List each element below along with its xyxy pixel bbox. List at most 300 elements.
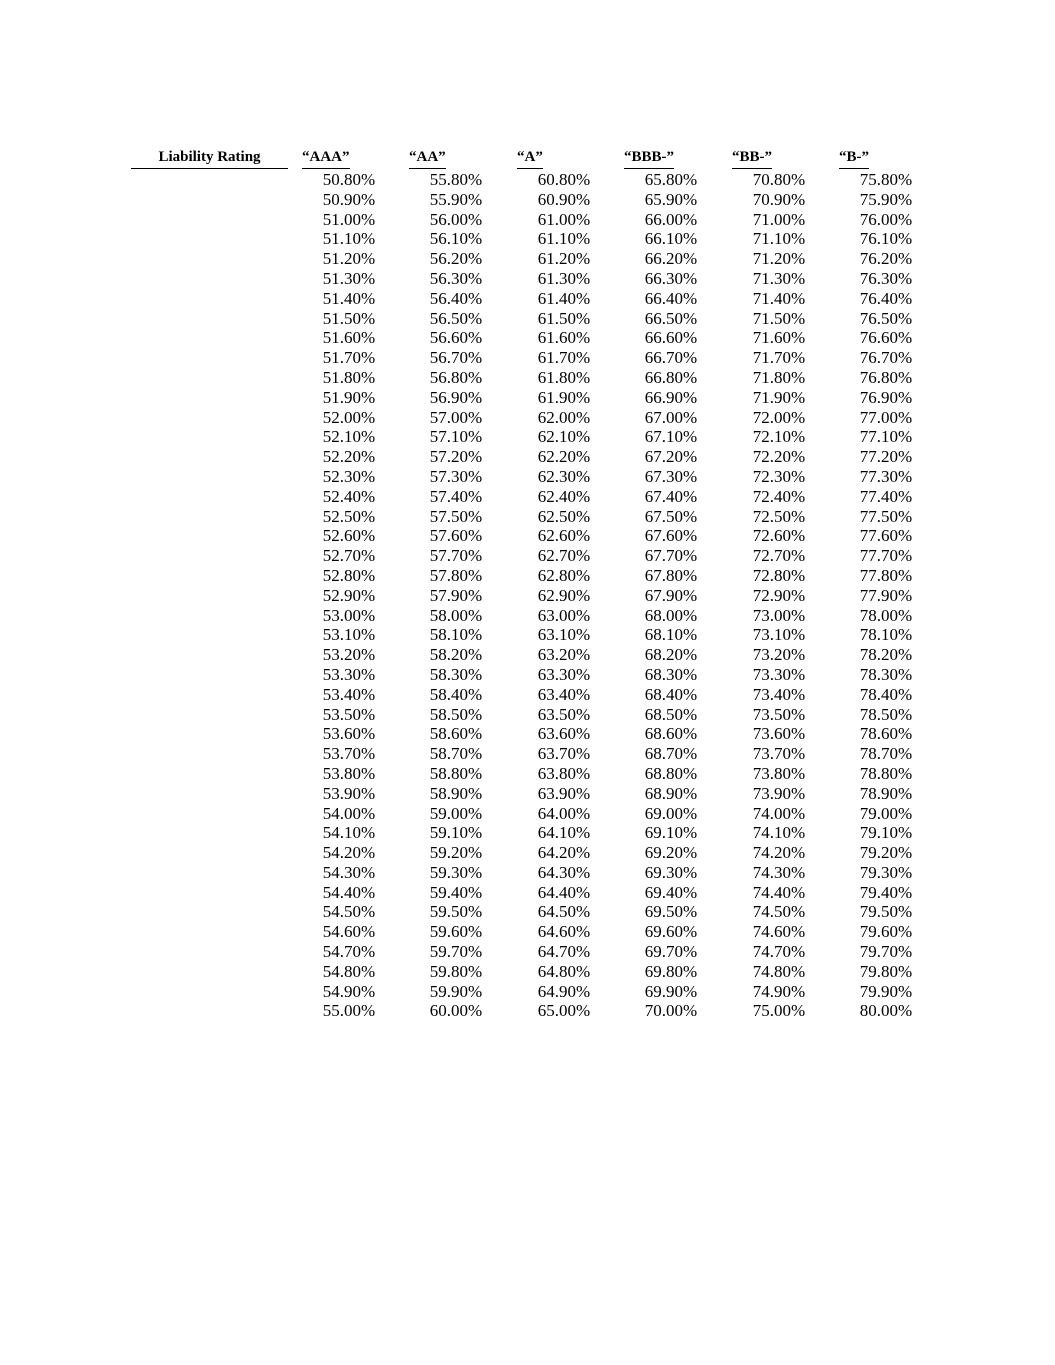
table-cell: 64.80% <box>537 961 591 981</box>
table-cell: 68.60% <box>644 724 698 744</box>
table-cell: 69.30% <box>644 862 698 882</box>
table-cell: 64.00% <box>537 803 591 823</box>
table-cell: 62.00% <box>537 407 591 427</box>
table-cell: 61.50% <box>537 308 591 328</box>
table-cell: 51.40% <box>322 288 376 308</box>
table-cell: 71.50% <box>752 308 806 328</box>
table-row <box>0 408 1055 428</box>
table-cell: 63.80% <box>537 763 591 783</box>
table-cell: 51.80% <box>322 367 376 387</box>
table-cell: 55.90% <box>429 189 483 209</box>
table-cell: 74.10% <box>752 823 806 843</box>
table-cell: 71.90% <box>752 387 806 407</box>
table-cell: 76.30% <box>859 268 913 288</box>
table-cell: 58.40% <box>429 684 483 704</box>
table-cell: 68.00% <box>644 605 698 625</box>
table-cell: 61.40% <box>537 288 591 308</box>
column-header-b-minus: “B-” <box>839 146 869 169</box>
table-cell: 79.70% <box>859 942 913 962</box>
table-cell: 78.50% <box>859 704 913 724</box>
table-cell: 72.30% <box>752 466 806 486</box>
table-cell: 62.60% <box>537 526 591 546</box>
table-cell: 53.60% <box>322 724 376 744</box>
table-cell: 77.10% <box>859 427 913 447</box>
table-cell: 67.30% <box>644 466 698 486</box>
table-cell: 73.50% <box>752 704 806 724</box>
table-row <box>0 170 1055 190</box>
table-cell: 63.50% <box>537 704 591 724</box>
table-cell: 72.70% <box>752 546 806 566</box>
table-cell: 54.10% <box>322 823 376 843</box>
table-cell: 71.80% <box>752 367 806 387</box>
table-cell: 52.00% <box>322 407 376 427</box>
table-cell: 51.70% <box>322 348 376 368</box>
table-cell: 58.60% <box>429 724 483 744</box>
table-cell: 58.10% <box>429 625 483 645</box>
table-cell: 68.10% <box>644 625 698 645</box>
table-cell: 72.50% <box>752 506 806 526</box>
table-cell: 79.10% <box>859 823 913 843</box>
table-cell: 52.80% <box>322 565 376 585</box>
table-cell: 74.80% <box>752 961 806 981</box>
table-cell: 55.00% <box>322 1001 376 1021</box>
table-cell: 54.40% <box>322 882 376 902</box>
table-cell: 67.40% <box>644 486 698 506</box>
table-cell: 53.00% <box>322 605 376 625</box>
table-cell: 61.00% <box>537 209 591 229</box>
table-cell: 69.50% <box>644 902 698 922</box>
table-cell: 77.90% <box>859 585 913 605</box>
table-cell: 75.90% <box>859 189 913 209</box>
table-cell: 72.20% <box>752 447 806 467</box>
table-cell: 59.40% <box>429 882 483 902</box>
table-row <box>0 269 1055 289</box>
table-cell: 53.50% <box>322 704 376 724</box>
table-cell: 55.80% <box>429 170 483 189</box>
table-row <box>0 645 1055 665</box>
table-cell: 52.40% <box>322 486 376 506</box>
table-cell: 74.90% <box>752 981 806 1001</box>
table-cell: 72.90% <box>752 585 806 605</box>
table-cell: 77.80% <box>859 565 913 585</box>
table-cell: 53.30% <box>322 664 376 684</box>
table-cell: 78.40% <box>859 684 913 704</box>
table-cell: 79.40% <box>859 882 913 902</box>
table-cell: 72.40% <box>752 486 806 506</box>
table-row <box>0 744 1055 764</box>
table-cell: 61.70% <box>537 348 591 368</box>
table-cell: 64.30% <box>537 862 591 882</box>
table-cell: 77.20% <box>859 447 913 467</box>
table-cell: 54.30% <box>322 862 376 882</box>
table-cell: 68.20% <box>644 645 698 665</box>
table-cell: 73.20% <box>752 645 806 665</box>
table-cell: 59.00% <box>429 803 483 823</box>
table-cell: 70.00% <box>644 1001 698 1021</box>
table-cell: 51.00% <box>322 209 376 229</box>
table-cell: 79.50% <box>859 902 913 922</box>
table-cell: 59.90% <box>429 981 483 1001</box>
table-cell: 53.90% <box>322 783 376 803</box>
table-cell: 57.10% <box>429 427 483 447</box>
table-row <box>0 922 1055 942</box>
table-cell: 76.10% <box>859 229 913 249</box>
table-cell: 78.90% <box>859 783 913 803</box>
table-row <box>0 902 1055 922</box>
table-row <box>0 863 1055 883</box>
table-row <box>0 368 1055 388</box>
table-cell: 57.70% <box>429 546 483 566</box>
table-cell: 51.30% <box>322 268 376 288</box>
table-row <box>0 467 1055 487</box>
table-cell: 54.50% <box>322 902 376 922</box>
table-cell: 72.60% <box>752 526 806 546</box>
table-cell: 80.00% <box>859 1001 913 1021</box>
table-cell: 66.30% <box>644 268 698 288</box>
table-cell: 65.80% <box>644 170 698 189</box>
table-cell: 53.40% <box>322 684 376 704</box>
table-row <box>0 685 1055 705</box>
table-cell: 79.90% <box>859 981 913 1001</box>
table-cell: 66.40% <box>644 288 698 308</box>
table-cell: 64.40% <box>537 882 591 902</box>
table-cell: 74.50% <box>752 902 806 922</box>
table-cell: 57.90% <box>429 585 483 605</box>
table-cell: 66.00% <box>644 209 698 229</box>
table-cell: 51.90% <box>322 387 376 407</box>
table-cell: 60.90% <box>537 189 591 209</box>
table-cell: 58.50% <box>429 704 483 724</box>
table-row <box>0 724 1055 744</box>
table-cell: 62.10% <box>537 427 591 447</box>
table-cell: 65.00% <box>537 1001 591 1021</box>
table-cell: 67.10% <box>644 427 698 447</box>
table-cell: 58.80% <box>429 763 483 783</box>
table-cell: 61.30% <box>537 268 591 288</box>
table-cell: 67.80% <box>644 565 698 585</box>
table-cell: 64.60% <box>537 922 591 942</box>
table-cell: 71.60% <box>752 328 806 348</box>
table-cell: 71.20% <box>752 249 806 269</box>
table-cell: 66.50% <box>644 308 698 328</box>
table-row <box>0 606 1055 626</box>
column-header-aaa: “AAA” <box>302 146 350 169</box>
table-cell: 72.80% <box>752 565 806 585</box>
table-cell: 73.80% <box>752 763 806 783</box>
table-cell: 76.40% <box>859 288 913 308</box>
table-cell: 65.90% <box>644 189 698 209</box>
table-row <box>0 843 1055 863</box>
table-cell: 52.30% <box>322 466 376 486</box>
table-cell: 70.80% <box>752 170 806 189</box>
table-cell: 62.40% <box>537 486 591 506</box>
table-row <box>0 427 1055 447</box>
table-cell: 62.30% <box>537 466 591 486</box>
table-cell: 66.80% <box>644 367 698 387</box>
table-cell: 59.60% <box>429 922 483 942</box>
table-cell: 69.80% <box>644 961 698 981</box>
table-cell: 57.60% <box>429 526 483 546</box>
table-cell: 54.90% <box>322 981 376 1001</box>
table-cell: 68.50% <box>644 704 698 724</box>
table-cell: 54.80% <box>322 961 376 981</box>
table-cell: 63.20% <box>537 645 591 665</box>
table-cell: 53.70% <box>322 744 376 764</box>
table-cell: 78.20% <box>859 645 913 665</box>
column-header-a: “A” <box>517 146 543 169</box>
table-cell: 68.30% <box>644 664 698 684</box>
table-cell: 51.20% <box>322 249 376 269</box>
table-row <box>0 625 1055 645</box>
table-row <box>0 586 1055 606</box>
table-cell: 62.50% <box>537 506 591 526</box>
table-cell: 50.80% <box>322 170 376 189</box>
table-cell: 54.20% <box>322 843 376 863</box>
table-row <box>0 526 1055 546</box>
table-row <box>0 784 1055 804</box>
table-cell: 56.70% <box>429 348 483 368</box>
table-row <box>0 348 1055 368</box>
table-cell: 52.70% <box>322 546 376 566</box>
table-cell: 75.00% <box>752 1001 806 1021</box>
table-cell: 58.70% <box>429 744 483 764</box>
table-cell: 61.80% <box>537 367 591 387</box>
table-row <box>0 546 1055 566</box>
table-cell: 57.20% <box>429 447 483 467</box>
table-cell: 63.30% <box>537 664 591 684</box>
table-cell: 58.30% <box>429 664 483 684</box>
table-cell: 78.80% <box>859 763 913 783</box>
table-cell: 56.00% <box>429 209 483 229</box>
table-cell: 68.90% <box>644 783 698 803</box>
table-cell: 69.90% <box>644 981 698 1001</box>
table-cell: 69.10% <box>644 823 698 843</box>
table-row <box>0 289 1055 309</box>
table-cell: 67.90% <box>644 585 698 605</box>
table-row <box>0 447 1055 467</box>
table-body <box>0 170 1055 1021</box>
table-cell: 77.50% <box>859 506 913 526</box>
table-cell: 67.50% <box>644 506 698 526</box>
table-cell: 54.60% <box>322 922 376 942</box>
table-cell: 69.40% <box>644 882 698 902</box>
table-cell: 79.20% <box>859 843 913 863</box>
table-row <box>0 309 1055 329</box>
table-cell: 77.30% <box>859 466 913 486</box>
table-cell: 64.90% <box>537 981 591 1001</box>
column-header-aa: “AA” <box>409 146 446 169</box>
table-cell: 73.70% <box>752 744 806 764</box>
column-header-bb-minus: “BB-” <box>732 146 772 169</box>
table-cell: 68.80% <box>644 763 698 783</box>
table-row <box>0 210 1055 230</box>
table-cell: 69.70% <box>644 942 698 962</box>
table-cell: 77.40% <box>859 486 913 506</box>
table-cell: 59.80% <box>429 961 483 981</box>
table-cell: 78.00% <box>859 605 913 625</box>
table-row <box>0 566 1055 586</box>
table-cell: 76.80% <box>859 367 913 387</box>
table-cell: 79.30% <box>859 862 913 882</box>
table-cell: 73.60% <box>752 724 806 744</box>
table-cell: 71.00% <box>752 209 806 229</box>
table-cell: 64.50% <box>537 902 591 922</box>
table-cell: 66.20% <box>644 249 698 269</box>
table-cell: 57.50% <box>429 506 483 526</box>
table-cell: 63.10% <box>537 625 591 645</box>
table-cell: 70.90% <box>752 189 806 209</box>
table-cell: 53.80% <box>322 763 376 783</box>
table-header-row <box>0 146 1055 170</box>
table-cell: 67.20% <box>644 447 698 467</box>
table-cell: 63.00% <box>537 605 591 625</box>
table-cell: 74.70% <box>752 942 806 962</box>
table-cell: 73.00% <box>752 605 806 625</box>
table-cell: 66.90% <box>644 387 698 407</box>
table-cell: 76.60% <box>859 328 913 348</box>
table-cell: 63.90% <box>537 783 591 803</box>
table-cell: 52.50% <box>322 506 376 526</box>
table-cell: 53.20% <box>322 645 376 665</box>
table-cell: 69.20% <box>644 843 698 863</box>
table-cell: 67.70% <box>644 546 698 566</box>
table-row <box>0 1001 1055 1021</box>
table-row <box>0 823 1055 843</box>
table-cell: 67.00% <box>644 407 698 427</box>
table-cell: 71.10% <box>752 229 806 249</box>
table-cell: 76.90% <box>859 387 913 407</box>
table-row <box>0 190 1055 210</box>
table-cell: 56.30% <box>429 268 483 288</box>
table-cell: 67.60% <box>644 526 698 546</box>
table-row <box>0 665 1055 685</box>
table-cell: 73.40% <box>752 684 806 704</box>
table-cell: 52.90% <box>322 585 376 605</box>
table-row <box>0 249 1055 269</box>
table-cell: 73.90% <box>752 783 806 803</box>
table-cell: 63.70% <box>537 744 591 764</box>
table-cell: 58.20% <box>429 645 483 665</box>
table-cell: 77.60% <box>859 526 913 546</box>
table-cell: 56.20% <box>429 249 483 269</box>
table-cell: 60.80% <box>537 170 591 189</box>
table-row <box>0 487 1055 507</box>
table-cell: 62.20% <box>537 447 591 467</box>
table-cell: 64.70% <box>537 942 591 962</box>
table-cell: 76.00% <box>859 209 913 229</box>
table-cell: 74.00% <box>752 803 806 823</box>
table-cell: 76.50% <box>859 308 913 328</box>
table-cell: 59.10% <box>429 823 483 843</box>
column-header-bbb-minus: “BBB-” <box>624 146 674 169</box>
table-cell: 56.40% <box>429 288 483 308</box>
table-cell: 52.60% <box>322 526 376 546</box>
table-cell: 74.30% <box>752 862 806 882</box>
table-cell: 74.20% <box>752 843 806 863</box>
table-cell: 53.10% <box>322 625 376 645</box>
table-cell: 56.10% <box>429 229 483 249</box>
table-cell: 61.60% <box>537 328 591 348</box>
table-cell: 52.10% <box>322 427 376 447</box>
table-cell: 68.40% <box>644 684 698 704</box>
table-cell: 71.40% <box>752 288 806 308</box>
table-cell: 56.90% <box>429 387 483 407</box>
table-row <box>0 804 1055 824</box>
table-cell: 56.80% <box>429 367 483 387</box>
table-cell: 51.50% <box>322 308 376 328</box>
table-cell: 73.10% <box>752 625 806 645</box>
table-cell: 77.70% <box>859 546 913 566</box>
table-cell: 76.20% <box>859 249 913 269</box>
table-cell: 51.60% <box>322 328 376 348</box>
table-cell: 57.30% <box>429 466 483 486</box>
table-cell: 50.90% <box>322 189 376 209</box>
column-header-liability-rating: Liability Rating <box>131 146 288 169</box>
table-cell: 63.40% <box>537 684 591 704</box>
table-cell: 54.70% <box>322 942 376 962</box>
table-cell: 69.00% <box>644 803 698 823</box>
table-cell: 51.10% <box>322 229 376 249</box>
table-cell: 79.60% <box>859 922 913 942</box>
table-cell: 71.70% <box>752 348 806 368</box>
table-cell: 66.10% <box>644 229 698 249</box>
table-cell: 74.40% <box>752 882 806 902</box>
table-cell: 72.00% <box>752 407 806 427</box>
table-row <box>0 328 1055 348</box>
table-row <box>0 507 1055 527</box>
table-cell: 57.40% <box>429 486 483 506</box>
table-cell: 77.00% <box>859 407 913 427</box>
table-cell: 69.60% <box>644 922 698 942</box>
table-cell: 56.60% <box>429 328 483 348</box>
table-row <box>0 705 1055 725</box>
table-cell: 59.50% <box>429 902 483 922</box>
table-cell: 59.70% <box>429 942 483 962</box>
table-cell: 56.50% <box>429 308 483 328</box>
table-cell: 74.60% <box>752 922 806 942</box>
table-row <box>0 229 1055 249</box>
table-cell: 58.00% <box>429 605 483 625</box>
table-cell: 61.90% <box>537 387 591 407</box>
table-row <box>0 942 1055 962</box>
table-cell: 72.10% <box>752 427 806 447</box>
table-cell: 64.20% <box>537 843 591 863</box>
table-cell: 78.70% <box>859 744 913 764</box>
table-row <box>0 982 1055 1002</box>
table-cell: 61.10% <box>537 229 591 249</box>
table-cell: 58.90% <box>429 783 483 803</box>
table-cell: 52.20% <box>322 447 376 467</box>
table-row <box>0 764 1055 784</box>
table-cell: 64.10% <box>537 823 591 843</box>
table-cell: 57.80% <box>429 565 483 585</box>
table-cell: 78.60% <box>859 724 913 744</box>
table-row <box>0 962 1055 982</box>
table-cell: 57.00% <box>429 407 483 427</box>
table-cell: 78.30% <box>859 664 913 684</box>
table-cell: 59.30% <box>429 862 483 882</box>
table-cell: 79.00% <box>859 803 913 823</box>
table-cell: 61.20% <box>537 249 591 269</box>
table-cell: 75.80% <box>859 170 913 189</box>
table-cell: 63.60% <box>537 724 591 744</box>
table-cell: 76.70% <box>859 348 913 368</box>
table-cell: 62.80% <box>537 565 591 585</box>
table-cell: 68.70% <box>644 744 698 764</box>
table-row <box>0 883 1055 903</box>
table-cell: 60.00% <box>429 1001 483 1021</box>
table-cell: 71.30% <box>752 268 806 288</box>
